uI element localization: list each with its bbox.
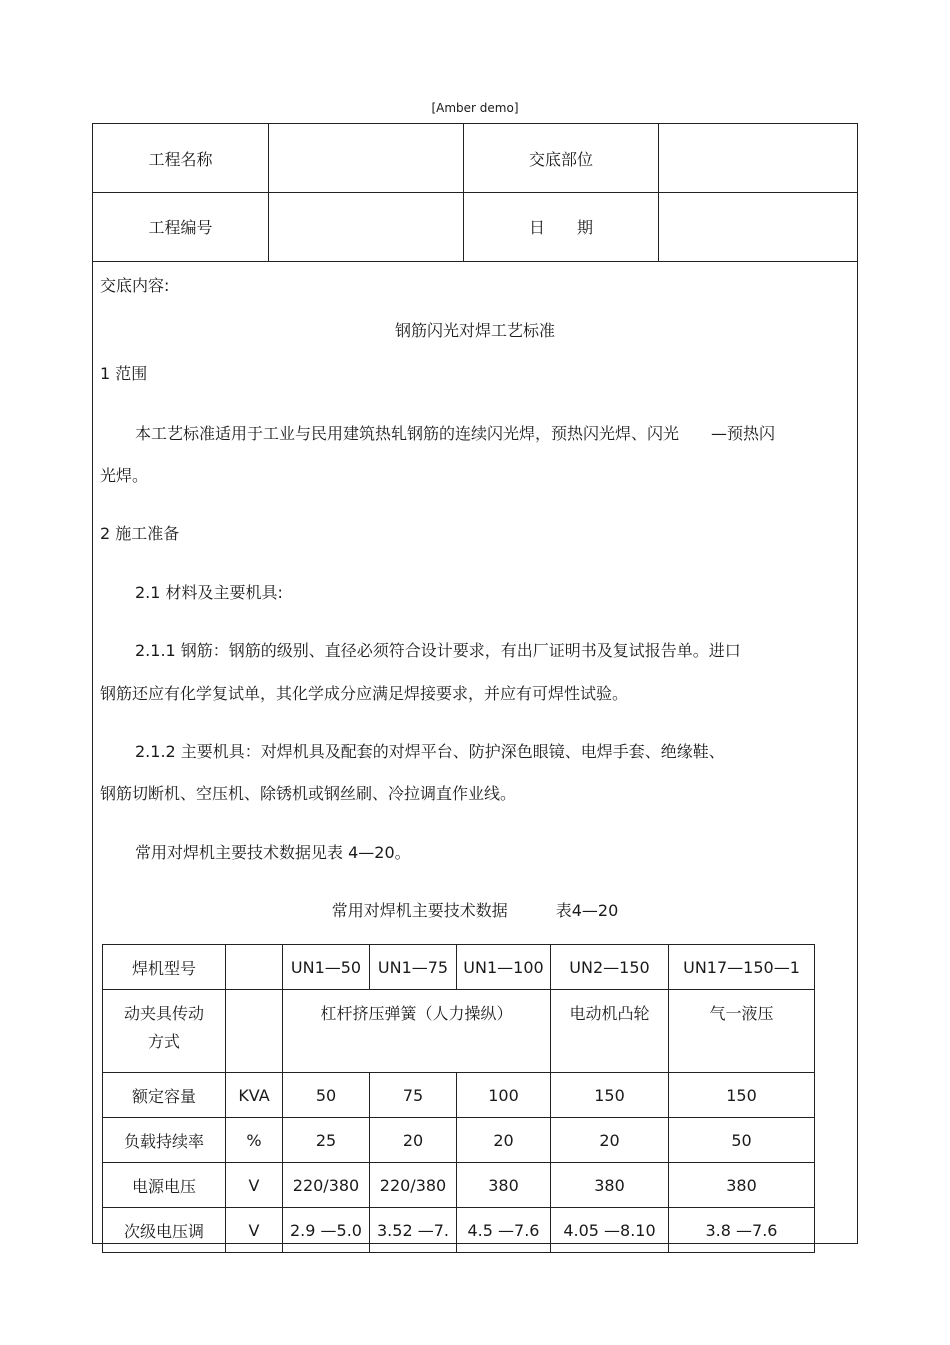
section-1-text-line-2: 光焊。 (100, 466, 149, 485)
row-cell: 380 (457, 1163, 551, 1208)
location-label: 交底部位 (464, 124, 659, 192)
project-no-value (269, 192, 464, 261)
row-unit: V (226, 1163, 283, 1208)
drive-label-line-1: 动夹具传动 (123, 1004, 204, 1023)
row-unit: V (226, 1208, 283, 1253)
row-cell: 100 (457, 1073, 551, 1118)
welder-spec-table (102, 944, 815, 1253)
row-cell: 25 (283, 1118, 370, 1163)
model-cell: UN2—150 (551, 945, 669, 990)
drive-lever: 杠杆挤压弹簧（人力操纵） (283, 990, 551, 1073)
row-unit: % (226, 1118, 283, 1163)
row-unit: KVA (226, 1073, 283, 1118)
table-row-model (103, 945, 815, 990)
model-cell: UN1—100 (457, 945, 551, 990)
drive-label-line-2: 方式 (147, 1032, 180, 1051)
header-row-2 (93, 192, 857, 262)
row-cell: 220/380 (283, 1163, 370, 1208)
watermark: [Amber demo] (431, 101, 519, 115)
row-cell: 20 (370, 1118, 457, 1163)
model-label: 焊机型号 (103, 945, 226, 990)
row-cell: 50 (283, 1073, 370, 1118)
table-row (103, 1208, 815, 1253)
location-value (659, 124, 857, 192)
disclosure-form (92, 123, 858, 1244)
model-cell: UN1—50 (283, 945, 370, 990)
model-unit (226, 945, 283, 990)
section-1-text-line-1: 本工艺标准适用于工业与民用建筑热轧钢筋的连续闪光焊，预热闪光焊、闪光 —预热闪 (135, 424, 776, 443)
model-cell: UN17—150—1 (669, 945, 815, 990)
table-reference: 常用对焊机主要技术数据见表 4—20。 (135, 843, 411, 862)
row-label: 额定容量 (103, 1073, 226, 1118)
table-row (103, 1073, 815, 1118)
drive-motor: 电动机凸轮 (551, 990, 669, 1073)
table-row (103, 1118, 815, 1163)
content-label: 交底内容: (100, 276, 170, 295)
row-cell: 3.8 —7.6 (669, 1208, 815, 1253)
table-caption: 常用对焊机主要技术数据 表4—20 (331, 901, 619, 920)
section-2-1-2-line-2: 钢筋切断机、空压机、除锈机或钢丝刷、冷拉调直作业线。 (100, 784, 517, 803)
section-1-heading: 1 范围 (100, 364, 148, 383)
drive-label (103, 990, 226, 1073)
row-cell: 4.5 —7.6 (457, 1208, 551, 1253)
row-cell: 150 (669, 1073, 815, 1118)
row-cell: 220/380 (370, 1163, 457, 1208)
row-cell: 50 (669, 1118, 815, 1163)
project-no-label: 工程编号 (93, 192, 269, 261)
section-2-1-1-line-1: 2.1.1 钢筋：钢筋的级别、直径必须符合设计要求，有出厂证明书及复试报告单。进口 (135, 641, 741, 660)
row-cell: 4.05 —8.10 (551, 1208, 669, 1253)
row-cell: 20 (551, 1118, 669, 1163)
section-2-1-heading: 2.1 材料及主要机具: (135, 583, 283, 602)
row-label: 负载持续率 (103, 1118, 226, 1163)
project-name-label: 工程名称 (93, 124, 269, 192)
row-label: 电源电压 (103, 1163, 226, 1208)
header-row-1 (93, 124, 857, 193)
table-row-drive (103, 990, 815, 1073)
row-cell: 380 (669, 1163, 815, 1208)
drive-hydraulic: 气一液压 (669, 990, 815, 1073)
row-cell: 3.52 —7. (370, 1208, 457, 1253)
row-cell: 75 (370, 1073, 457, 1118)
drive-unit (226, 990, 283, 1073)
project-name-value (269, 124, 464, 192)
row-cell: 150 (551, 1073, 669, 1118)
row-cell: 2.9 —5.0 (283, 1208, 370, 1253)
section-2-heading: 2 施工准备 (100, 524, 180, 543)
table-row (103, 1163, 815, 1208)
section-2-1-2-line-1: 2.1.2 主要机具：对焊机具及配套的对焊平台、防护深色眼镜、电焊手套、绝缘鞋、 (135, 742, 725, 761)
row-label: 次级电压调 (103, 1208, 226, 1253)
row-cell: 380 (551, 1163, 669, 1208)
date-value (659, 192, 857, 261)
row-cell: 20 (457, 1118, 551, 1163)
section-2-1-1-line-2: 钢筋还应有化学复试单，其化学成分应满足焊接要求，并应有可焊性试验。 (100, 684, 629, 703)
date-label: 日 期 (464, 192, 659, 261)
model-cell: UN1—75 (370, 945, 457, 990)
document-title: 钢筋闪光对焊工艺标准 (394, 321, 555, 340)
